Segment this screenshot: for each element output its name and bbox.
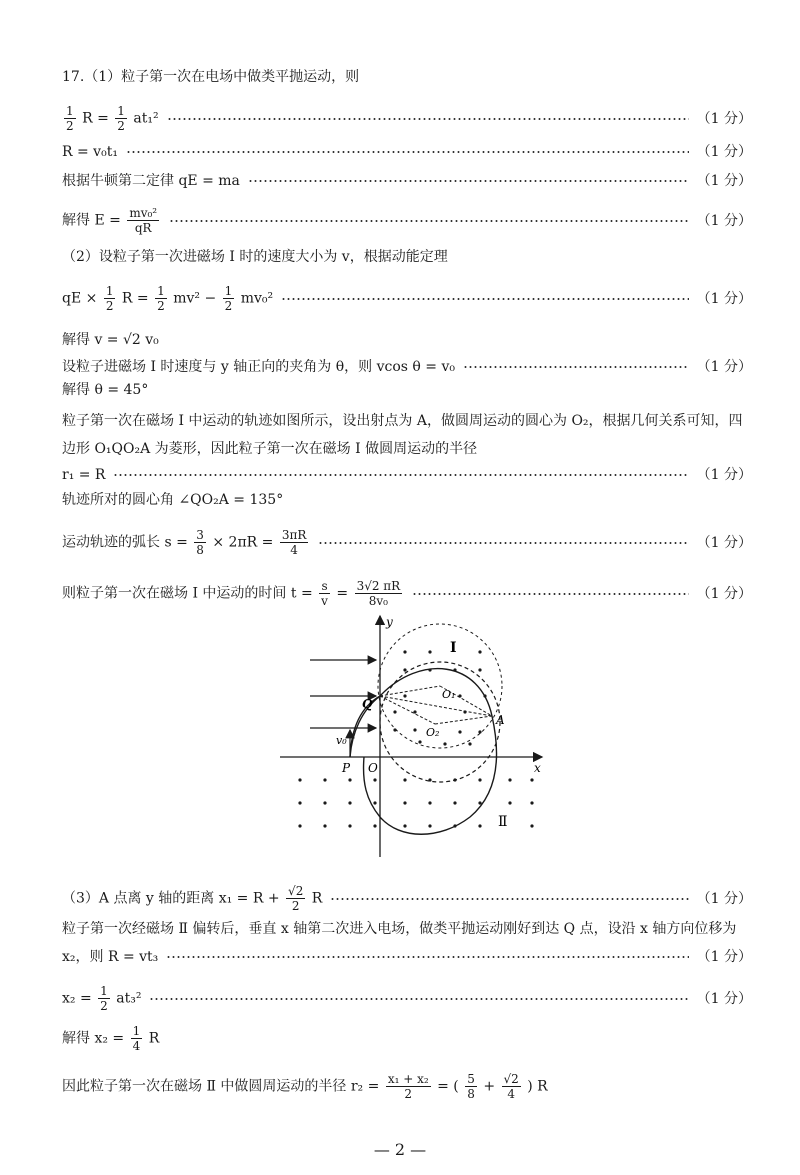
- para1: 粒子第一次在磁场 Ⅰ 中运动的轨迹如图所示，设出射点为 A，做圆周运动的圆心为 O₂，根据几何关系可知，四边形 O₁QO₂A 为菱形，因此粒子第一次在磁场 Ⅰ 做圆周运动的半径: [62, 413, 743, 457]
- eq4: 解得 E = $\frac{\text{mv₀²}}{qR}$: [62, 206, 158, 235]
- fraction: $\frac{\text{mv₀²}}{qR}$: [129, 206, 158, 235]
- leader-dots: [113, 474, 688, 476]
- eq4-line: [62, 206, 752, 235]
- leader-dots: [167, 118, 689, 120]
- label-A: A: [496, 713, 505, 727]
- leader-dots: [463, 366, 689, 368]
- eq7-line: [62, 358, 752, 376]
- fraction: $\frac{3\pi R}{4}$: [281, 528, 307, 557]
- part2-title: （2）设粒子第一次进磁场 Ⅰ 时的速度大小为 v，根据动能定理: [62, 249, 448, 265]
- score: （1 分）: [696, 110, 752, 127]
- para2-b: x₂，则 R = vt₃: [62, 949, 159, 965]
- fraction: $\frac{1}{2}$: [100, 984, 108, 1013]
- trajectory-path: [350, 669, 497, 835]
- label-x: x: [534, 761, 541, 775]
- eq11: 运动轨迹的弧长 s = $\frac{3}{8}$ × 2πR = $\frac{3\pi R}{4}$: [62, 528, 307, 557]
- eq2: R = v₀t₁: [62, 144, 118, 160]
- para2-a: 粒子第一次经磁场 Ⅱ 偏转后，垂直 x 轴第二次进入电场，做类平抛运动刚好到达 Q 点，设沿 x 轴方向位移为: [62, 921, 737, 937]
- label-field-II: Ⅱ: [498, 814, 508, 830]
- score: （1 分）: [696, 144, 752, 160]
- leader-dots: [248, 180, 689, 182]
- eq12: 则粒子第一次在磁场 Ⅰ 中运动的时间 t = $\frac{s}{v}$ = $\frac{3√2 \pi R}{\text{8v₀}}$: [62, 579, 401, 608]
- label-O1: O₁: [442, 688, 456, 701]
- fraction: $\frac{\text{x₁ + x₂}}{2}$: [387, 1072, 429, 1101]
- eq13: x₂ = $\frac{1}{2}$ at₃²: [62, 984, 142, 1013]
- fraction: $\frac{3√2 \pi R}{\text{8v₀}}$: [356, 579, 401, 608]
- label-v0: v₀: [336, 734, 347, 747]
- score: （1 分）: [696, 212, 752, 229]
- label-field-I: Ⅰ: [450, 640, 457, 656]
- fraction: $\frac{√2}{4}$: [503, 1072, 519, 1101]
- label-O2: O₂: [426, 726, 440, 739]
- fraction: $\frac{1}{2}$: [157, 284, 165, 313]
- eq7: 设粒子进磁场 Ⅰ 时速度与 y 轴正向的夹角为 θ，则 vcos θ = v₀: [62, 359, 455, 375]
- eq10: 轨迹所对的圆心角 ∠QO₂A = 135°: [62, 492, 284, 508]
- field-I-dots: [393, 650, 486, 745]
- q17-title: 17.（1）粒子第一次在电场中做类平抛运动，则: [62, 69, 360, 85]
- leader-dots: [169, 220, 689, 222]
- leader-dots: [126, 151, 689, 153]
- eq2-line: [62, 143, 752, 161]
- eq6: 解得 v = √2 v₀: [62, 332, 159, 348]
- label-y: y: [386, 615, 393, 629]
- score: （1 分）: [696, 990, 752, 1007]
- eq12-line: [62, 579, 752, 608]
- score: （1 分）: [696, 890, 752, 907]
- score: （1 分）: [696, 534, 752, 551]
- fraction: $\frac{3}{8}$: [196, 528, 204, 557]
- eq9: r₁ = R: [62, 467, 106, 483]
- score: （1 分）: [696, 290, 752, 307]
- leader-dots: [318, 542, 688, 544]
- leader-dots: [166, 956, 688, 958]
- eq9-line: [62, 466, 752, 484]
- leader-dots: [281, 298, 688, 300]
- eq1: $\frac{1}{2}$ R = $\frac{1}{2}$ at₁²: [66, 104, 159, 133]
- score: （1 分）: [696, 467, 752, 483]
- fraction: $\frac{1}{2}$: [117, 104, 125, 133]
- score: （1 分）: [696, 173, 752, 189]
- eq3: 根据牛顿第二定律 qE = ma: [62, 173, 240, 189]
- eq14: 解得 x₂ = $\frac{1}{4}$ R: [62, 1024, 160, 1053]
- fraction: $\frac{5}{8}$: [467, 1072, 475, 1101]
- para2-b-line: [62, 948, 752, 966]
- label-O: O: [368, 761, 378, 775]
- fraction: $\frac{√2}{2}$: [288, 884, 304, 913]
- leader-dots: [330, 898, 688, 900]
- leader-dots: [149, 998, 688, 1000]
- p3-eq: （3）A 点离 y 轴的距离 x₁ = R + $\frac{√2}{2}$ R: [62, 884, 323, 913]
- fraction: $\frac{1}{2}$: [105, 284, 114, 313]
- score: （1 分）: [696, 949, 752, 965]
- eq1-line: [62, 104, 752, 133]
- eq11-line: [62, 528, 752, 557]
- leader-dots: [412, 593, 688, 595]
- score: （1 分）: [696, 359, 752, 375]
- eq3-line: [62, 172, 752, 190]
- fraction: $\frac{s}{v}$: [321, 579, 328, 608]
- eq8: 解得 θ = 45°: [62, 382, 149, 398]
- fraction: $\frac{1}{2}$: [224, 284, 233, 313]
- page-number: — 2 —: [373, 1140, 427, 1159]
- trajectory-circle-I: [380, 662, 500, 782]
- eq15: 因此粒子第一次在磁场 Ⅱ 中做圆周运动的半径 r₂ = $\frac{\text{x₁ + x₂}}{2}$ = ( $\frac{5}{8}$ + $\frac{√2}{4}$ ) R: [62, 1072, 548, 1101]
- fraction: $\frac{1}{4}$: [132, 1024, 141, 1053]
- score: （1 分）: [696, 585, 752, 602]
- dash-line: [435, 716, 492, 724]
- eq5-line: [62, 284, 752, 313]
- label-P: P: [342, 761, 351, 775]
- fraction: $\frac{1}{2}$: [66, 104, 74, 133]
- eq5: qE × $\frac{1}{2}$ R = $\frac{1}{2}$ mv² − $\frac{1}{2}$ mv₀²: [62, 284, 274, 313]
- physics-figure: [270, 612, 550, 862]
- label-Q: Q: [362, 697, 373, 711]
- eq13-line: [62, 984, 752, 1013]
- p3-line: [62, 884, 752, 913]
